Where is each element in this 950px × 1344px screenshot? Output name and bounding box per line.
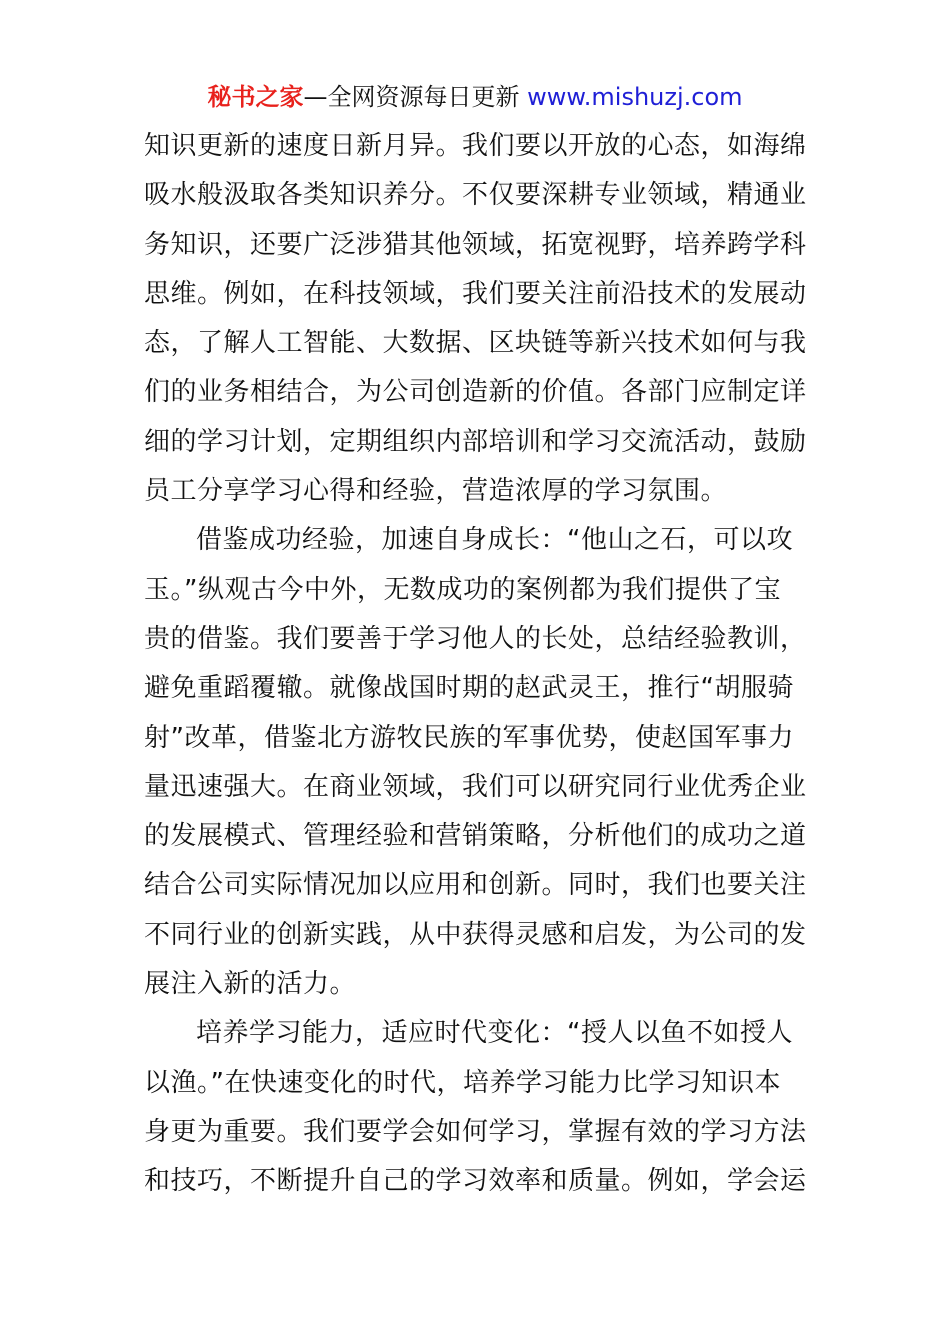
paragraph — [144, 122, 824, 516]
page-header — [0, 80, 950, 114]
text-line: 量迅速强大。在商业领域，我们可以研究同行业优秀企业 — [144, 771, 807, 802]
paragraph — [144, 516, 824, 1009]
text-line: 贵的借鉴。我们要善于学习他人的长处，总结经验教训， — [144, 623, 807, 654]
text-line: 展注入新的活力。 — [144, 969, 357, 1000]
text-line: 的发展模式、管理经验和营销策略，分析他们的成功之道 — [144, 821, 807, 852]
text-line: 细的学习计划，定期组织内部培训和学习交流活动，鼓励 — [144, 426, 807, 457]
text-line: 射”改革，借鉴北方游牧民族的军事优势，使赵国军事力 — [144, 722, 794, 753]
text-line: 们的业务相结合，为公司创造新的价值。各部门应制定详 — [144, 377, 807, 408]
text-line: 不同行业的创新实践，从中获得灵感和启发，为公司的发 — [144, 919, 807, 950]
site-tagline: —全网资源每日更新 — [303, 83, 520, 111]
text-line: 知识更新的速度日新月异。我们要以开放的心态，如海绵 — [144, 131, 807, 161]
text-line: 和技巧，不断提升自己的学习效率和质量。例如，学会运 — [144, 1166, 807, 1197]
text-line: 借鉴成功经验，加速自身成长：“他山之石，可以攻 — [196, 525, 793, 556]
document-body — [144, 122, 824, 1207]
paragraph — [144, 1009, 824, 1206]
text-line: 玉。”纵观古今中外，无数成功的案例都为我们提供了宝 — [144, 574, 781, 605]
text-line: 思维。例如，在科技领域，我们要关注前沿技术的发展动 — [144, 278, 807, 309]
text-line: 培养学习能力，适应时代变化：“授人以鱼不如授人 — [196, 1018, 793, 1049]
text-line: 以渔。”在快速变化的时代，培养学习能力比学习知识本 — [144, 1067, 781, 1098]
text-line: 避免重蹈覆辙。就像战国时期的赵武灵王，推行“胡服骑 — [144, 673, 794, 704]
text-line: 结合公司实际情况加以应用和创新。同时，我们也要关注 — [144, 870, 807, 901]
text-line: 员工分享学习心得和经验，营造浓厚的学习氛围。 — [144, 476, 728, 507]
site-brand: 秘书之家 — [207, 83, 304, 111]
text-line: 身更为重要。我们要学会如何学习，掌握有效的学习方法 — [144, 1116, 807, 1147]
text-line: 务知识，还要广泛涉猎其他领域，拓宽视野，培养跨学科 — [144, 229, 807, 260]
site-url-link[interactable]: www.mishuzj.com — [527, 83, 743, 111]
text-line: 吸水般汲取各类知识养分。不仅要深耕专业领域，精通业 — [144, 180, 807, 211]
text-line: 态，了解人工智能、大数据、区块链等新兴技术如何与我 — [144, 328, 807, 359]
